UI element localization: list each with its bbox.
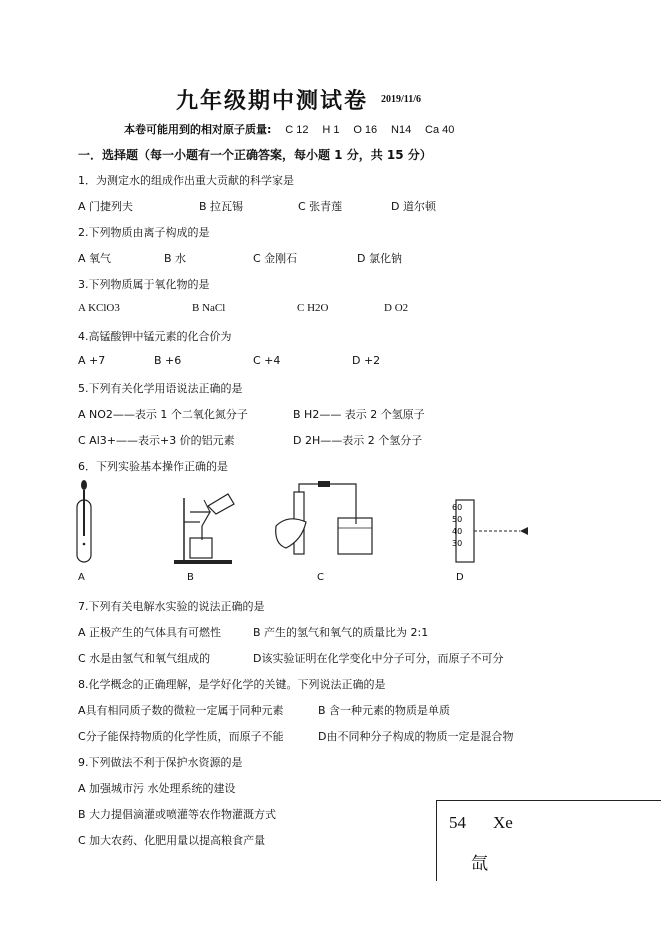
pouring-beaker — [208, 494, 234, 514]
q9-option-b: B 大力提倡滴灌或喷灌等农作物灌溉方式 — [78, 808, 277, 821]
tick-50: 50 — [452, 515, 463, 524]
question-3-stem: 3.下列物质属于氧化物的是 — [78, 278, 210, 291]
question-9-stem: 9.下列做法不利于保护水资源的是 — [78, 756, 243, 769]
tick-30: 30 — [452, 539, 463, 548]
question-2-stem: 2.下列物质由离子构成的是 — [78, 226, 210, 239]
dropper-bulb — [81, 480, 87, 490]
atomic-mass-h: H 1 — [322, 124, 340, 136]
q3-option-a: A KClO3 — [78, 302, 120, 314]
q5-option-a: A NO2——表示 1 个二氧化氮分子 — [78, 408, 248, 421]
element-card-xenon — [436, 800, 661, 881]
q7-option-c: C 水是由氢气和氧气组成的 — [78, 652, 211, 665]
q3-option-d: D O2 — [384, 302, 409, 314]
atomic-mass-label: 本卷可能用到的相对原子质量: — [124, 123, 272, 136]
q4-option-b: B +6 — [154, 354, 182, 367]
element-name: 氙 — [471, 854, 488, 874]
q5-option-b: B H2—— 表示 2 个氢原子 — [293, 408, 425, 421]
q5-option-c: C Al3+——表示+3 价的铝元素 — [78, 434, 235, 447]
q3-option-c: C H2O — [297, 302, 329, 314]
q6-option-d: D — [456, 572, 464, 583]
question-5-stem: 5.下列有关化学用语说法正确的是 — [78, 382, 243, 395]
funnel — [190, 512, 210, 540]
q8-option-c: C分子能保持物质的化学性质，而原子不能 — [78, 730, 284, 743]
q6-option-b: B — [187, 572, 194, 583]
atomic-mass-o: O 16 — [353, 124, 378, 136]
q7-option-b: B 产生的氢气和氧气的质量比为 2:1 — [253, 626, 429, 639]
q4-option-d: D +2 — [352, 354, 381, 367]
q2-option-c: C 金刚石 — [253, 252, 298, 265]
question-8-stem: 8.化学概念的正确理解，是学好化学的关键。下列说法正确的是 — [78, 678, 386, 691]
q1-option-d: D 道尔顿 — [391, 200, 436, 213]
q9-option-a: A 加强城市污 水处理系统的建设 — [78, 782, 236, 795]
atomic-mass-line — [124, 121, 454, 137]
question-6-stem: 6．下列实验基本操作正确的是 — [78, 460, 228, 473]
q5-option-d: D 2H——表示 2 个氢分子 — [293, 434, 423, 447]
q9-option-c: C 加大农药、化肥用量以提高粮食产量 — [78, 834, 266, 847]
tick-40: 40 — [452, 527, 463, 536]
q8-option-b: B 含一种元素的物质是单质 — [318, 704, 451, 717]
element-atomic-number: 54 — [449, 813, 466, 832]
page-title: 九年级期中测试卷 — [176, 88, 369, 114]
hand — [276, 519, 306, 548]
q2-option-d: D 氯化钠 — [357, 252, 402, 265]
q4-option-a: A +7 — [78, 354, 106, 367]
q8-option-d: D由不同种分子构成的物质一定是混合物 — [318, 730, 514, 743]
q6-option-a: A — [78, 572, 85, 583]
element-symbol: Xe — [493, 813, 513, 832]
eye-icon — [520, 527, 528, 535]
question-1-stem: 1．为测定水的组成作出重大贡献的科学家是 — [78, 174, 294, 187]
q8-option-a: A具有相同质子数的微粒一定属于同种元素 — [78, 704, 284, 717]
q1-option-a: A 门捷列夫 — [78, 200, 134, 213]
q6-option-c: C — [317, 572, 324, 583]
airtight-check-diagram — [266, 478, 386, 568]
section-heading: 一．选择题（每一小题有一个正确答案，每小题 1 分，共 15 分） — [78, 148, 432, 162]
filtration-diagram — [164, 478, 244, 568]
question-4-stem: 4.高锰酸钾中锰元素的化合价为 — [78, 330, 232, 343]
tube-connector — [318, 481, 330, 487]
dropper-diagram — [72, 478, 102, 568]
exam-date: 2019/11/6 — [381, 94, 422, 105]
atomic-mass-c: C 12 — [285, 124, 309, 136]
q1-option-c: C 张青莲 — [298, 200, 343, 213]
water-beaker — [338, 518, 372, 554]
q2-option-b: B 水 — [164, 252, 187, 265]
q3-option-b: B NaCl — [192, 302, 226, 314]
q7-option-a: A 正极产生的气体具有可燃性 — [78, 626, 222, 639]
cylinder-reading-diagram — [448, 478, 538, 568]
tick-60: 60 — [452, 503, 463, 512]
stand-base — [174, 560, 232, 564]
q7-option-d: D该实验证明在化学变化中分子可分，而原子不可分 — [253, 652, 504, 665]
q4-option-c: C +4 — [253, 354, 281, 367]
droplet — [83, 543, 86, 546]
atomic-mass-ca: Ca 40 — [425, 124, 455, 136]
question-7-stem: 7.下列有关电解水实验的说法正确的是 — [78, 600, 265, 613]
q2-option-a: A 氧气 — [78, 252, 112, 265]
atomic-mass-n: N14 — [391, 124, 412, 136]
beaker — [190, 538, 212, 558]
q1-option-b: B 拉瓦锡 — [199, 200, 244, 213]
